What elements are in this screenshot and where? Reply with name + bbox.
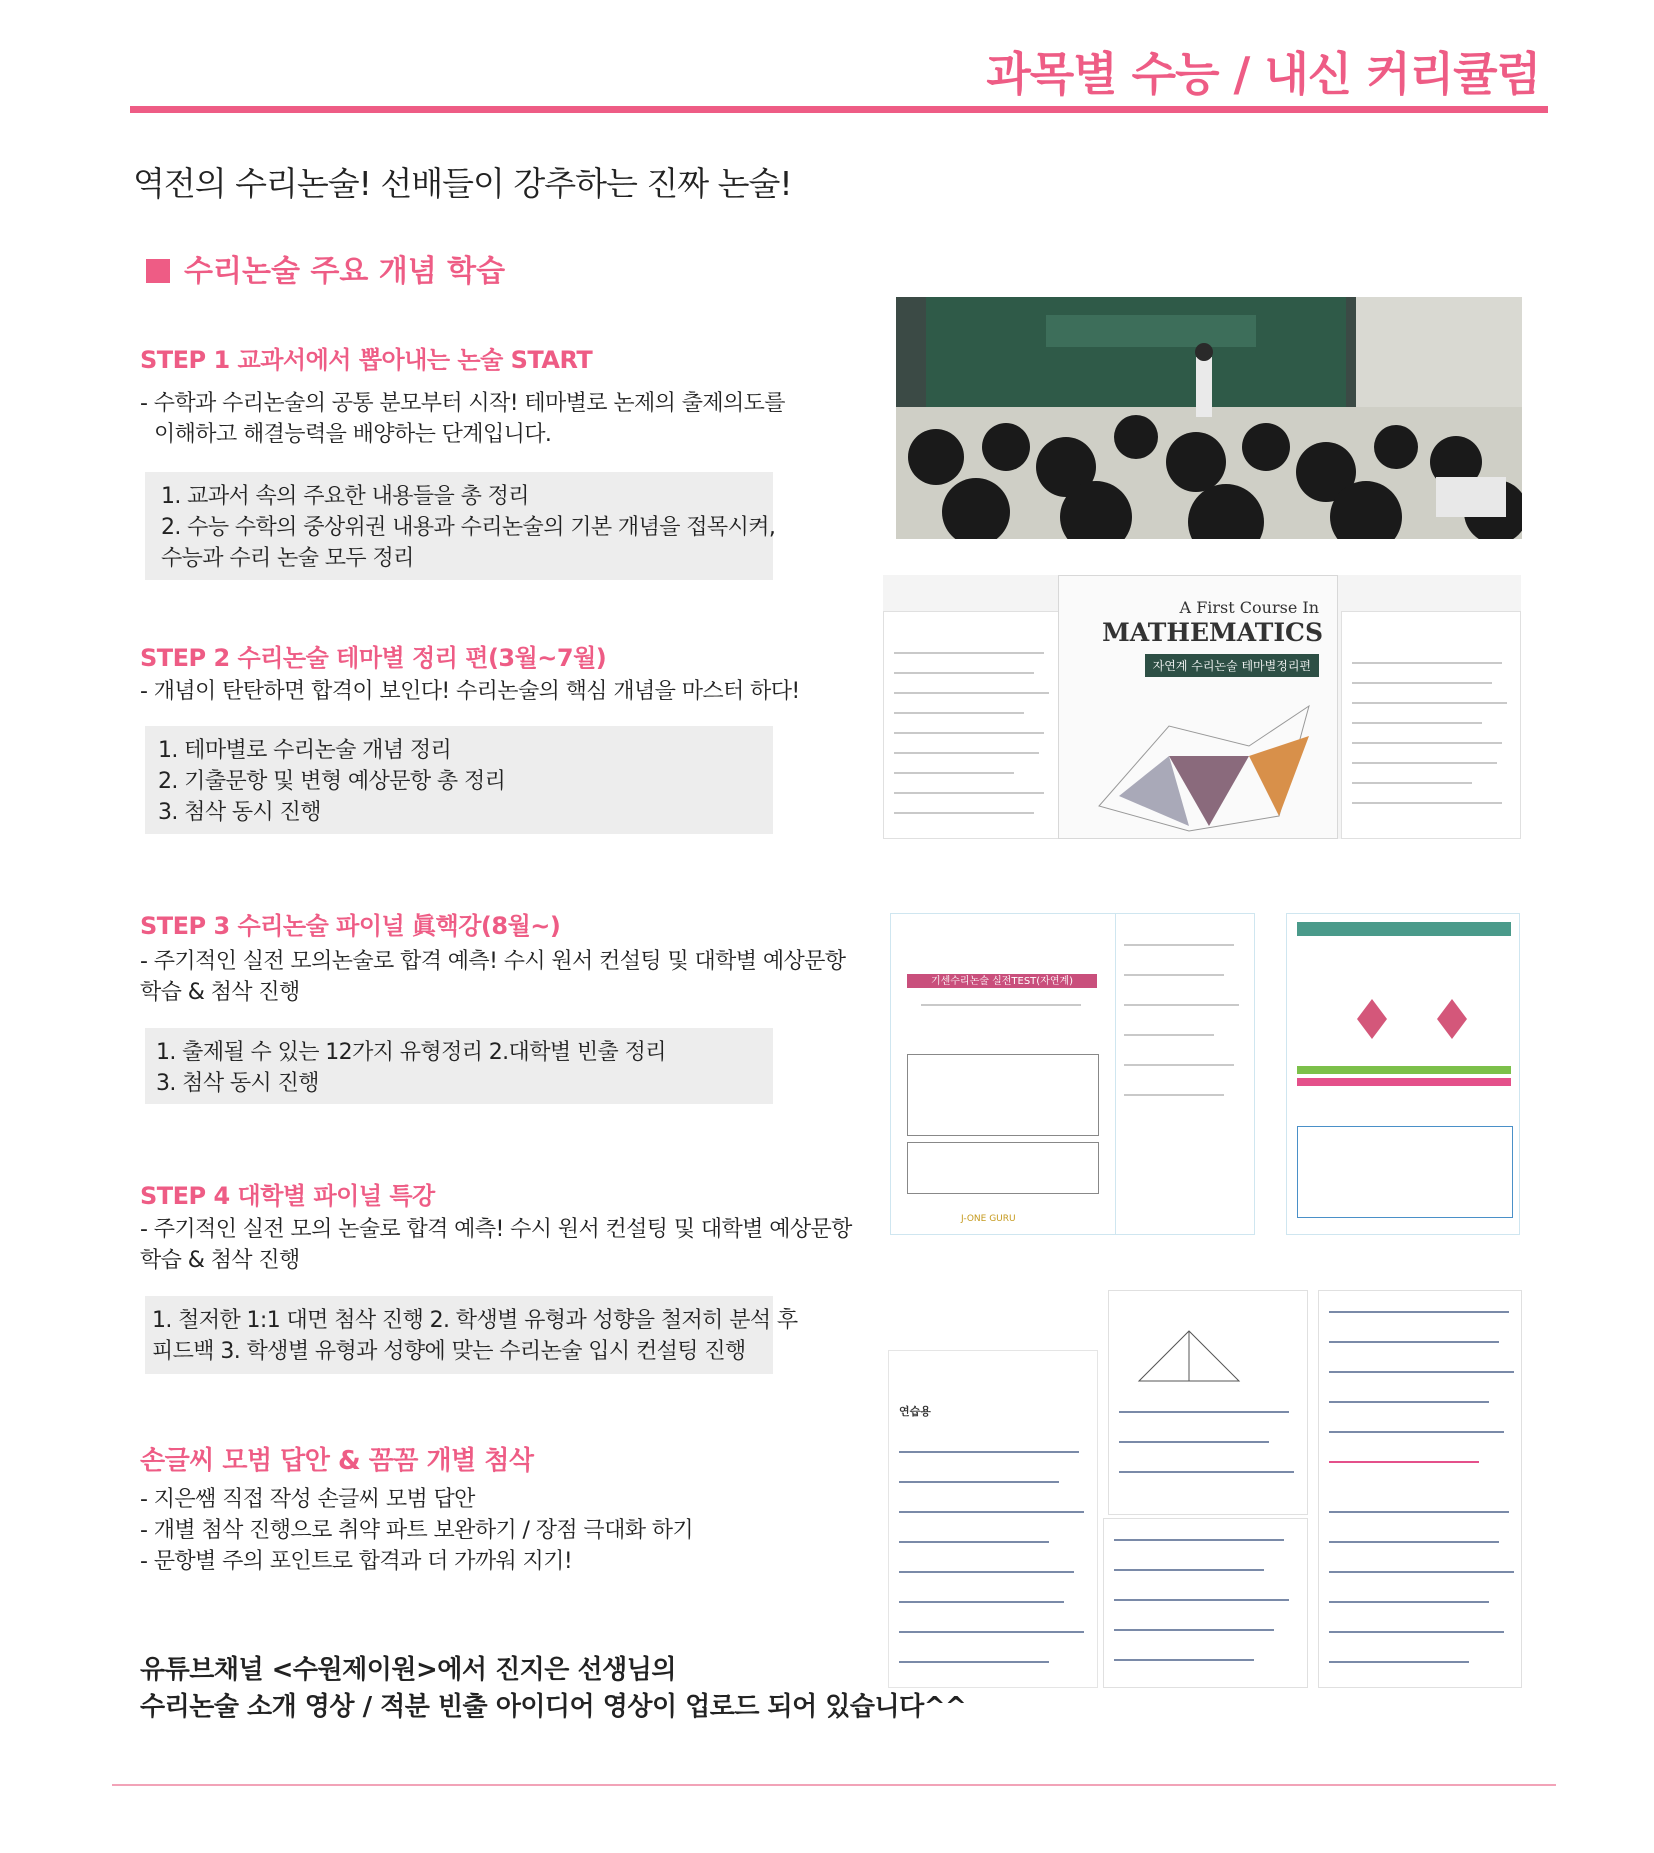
step2-desc-line: - 개념이 탄탄하면 합격이 보인다! 수리논술의 핵심 개념을 마스터 하다! xyxy=(140,679,800,704)
handwriting-line: - 문항별 주의 포인트로 합격과 더 가까워 지기! xyxy=(140,1549,573,1574)
step1-desc-line: 이해하고 해결능력을 배양하는 단계입니다. xyxy=(154,422,552,447)
textbook-left-page xyxy=(883,611,1063,839)
step1-title: STEP 1 교과서에서 뽑아내는 논술 START xyxy=(140,346,593,374)
test-sheet-back xyxy=(1115,913,1255,1235)
step4-desc xyxy=(140,1214,852,1276)
step1-desc xyxy=(140,388,785,450)
answer-sheet-label: 연습용 xyxy=(899,1405,931,1418)
step4-box-line: 1. 철저한 1:1 대면 첨삭 진행 2. 학생별 유형과 성향을 철저히 분석 후 xyxy=(152,1308,798,1333)
handwriting-title: 손글씨 모범 답안 & 꼼꼼 개별 첨삭 xyxy=(140,1446,534,1476)
test-sheet-front xyxy=(890,913,1120,1235)
step4-title: STEP 4 대학별 파이널 특강 xyxy=(140,1182,435,1210)
youtube-notice-line: 수리논술 소개 영상 / 적분 빈출 아이디어 영상이 업로드 되어 있습니다^^ xyxy=(140,1692,967,1722)
step1-box-line: 1. 교과서 속의 주요한 내용들을 총 정리 xyxy=(161,484,529,509)
handwriting-line: - 지은쌤 직접 작성 손글씨 모범 답안 xyxy=(140,1487,475,1512)
footer-divider xyxy=(112,1784,1556,1786)
step4-desc-line: - 주기적인 실전 모의 논술로 합격 예측! 수시 원서 컨설팅 및 대학별 예상문항 xyxy=(140,1217,852,1242)
step4-desc-line: 학습 & 첨삭 진행 xyxy=(140,1248,300,1273)
handwriting-line: - 개별 첨삭 진행으로 취약 파트 보완하기 / 장점 극대화 하기 xyxy=(140,1518,694,1543)
test-sheet-title: 기센수리논술 실전TEST(자연계) xyxy=(930,976,1074,987)
test-sheets-image xyxy=(890,913,1520,1235)
section-title-text: 수리논술 주요 개념 학습 xyxy=(184,254,506,289)
step2-title: STEP 2 수리논술 테마별 정리 편(3월~7월) xyxy=(140,644,607,672)
step2-box xyxy=(145,726,773,834)
intro-text: 역전의 수리논술! 선배들이 강추하는 진짜 논술! xyxy=(133,164,792,203)
step1-box-line: 2. 수능 수학의 중상위권 내용과 수리논술의 기본 개념을 접목시켜, xyxy=(161,515,776,540)
step3-box xyxy=(145,1028,773,1104)
textbook-cover xyxy=(1058,575,1338,839)
step3-box-line: 3. 첨삭 동시 진행 xyxy=(156,1071,319,1096)
step4-box xyxy=(145,1296,798,1374)
step3-desc-line: - 주기적인 실전 모의논술로 합격 예측! 수시 원서 컨설팅 및 대학별 예상문항 xyxy=(140,949,846,974)
answer-sheet xyxy=(888,1350,1098,1688)
square-bullet-icon xyxy=(146,259,170,283)
solution-note xyxy=(1108,1290,1308,1515)
step2-box-line: 3. 첨삭 동시 진행 xyxy=(158,800,321,825)
book-cover-subtitle: A First Course In xyxy=(1179,598,1319,617)
header-divider xyxy=(130,106,1548,113)
step1-box xyxy=(145,472,776,580)
book-cover-label: 자연계 수리논술 테마별정리편 xyxy=(1145,654,1319,677)
step1-box-line: 수능과 수리 논술 모두 정리 xyxy=(161,546,414,571)
youtube-notice xyxy=(140,1652,966,1726)
textbook-image xyxy=(883,575,1521,839)
step1-desc-line: - 수학과 수리논술의 공통 분모부터 시작! 테마별로 논제의 출제의도를 xyxy=(140,391,785,416)
step4-box-line: 피드백 3. 학생별 유형과 성향에 맞는 수리논술 입시 컨설팅 진행 xyxy=(152,1339,746,1364)
solution-note-2 xyxy=(1103,1518,1308,1688)
handwriting-list xyxy=(140,1484,693,1577)
report-sheet xyxy=(1286,913,1520,1235)
step3-desc-line: 학습 & 첨삭 진행 xyxy=(140,980,300,1005)
step3-title: STEP 3 수리논술 파이널 眞핵강(8월~) xyxy=(140,912,561,940)
youtube-notice-line: 유튜브채널 <수원제이원>에서 진지은 선생님의 xyxy=(140,1655,676,1685)
classroom-photo xyxy=(896,297,1522,539)
step2-box-line: 1. 테마별로 수리논술 개념 정리 xyxy=(158,738,452,763)
page-title: 과목별 수능 / 내신 커리큘럼 xyxy=(986,47,1540,101)
section-title xyxy=(146,246,505,290)
handwritten-notes-image xyxy=(888,1290,1522,1688)
step3-desc xyxy=(140,946,845,1008)
step2-desc xyxy=(140,676,800,707)
step3-box-line: 1. 출제될 수 있는 12가지 유형정리 2.대학별 빈출 정리 xyxy=(156,1040,666,1065)
step2-box-line: 2. 기출문항 및 변형 예상문항 총 정리 xyxy=(158,769,506,794)
book-cover-title: MATHEMATICS xyxy=(1102,618,1323,647)
test-sheet-logo: J-ONE GURU xyxy=(961,1214,1016,1224)
solution-note-3 xyxy=(1318,1290,1522,1688)
textbook-right-page xyxy=(1341,611,1521,839)
